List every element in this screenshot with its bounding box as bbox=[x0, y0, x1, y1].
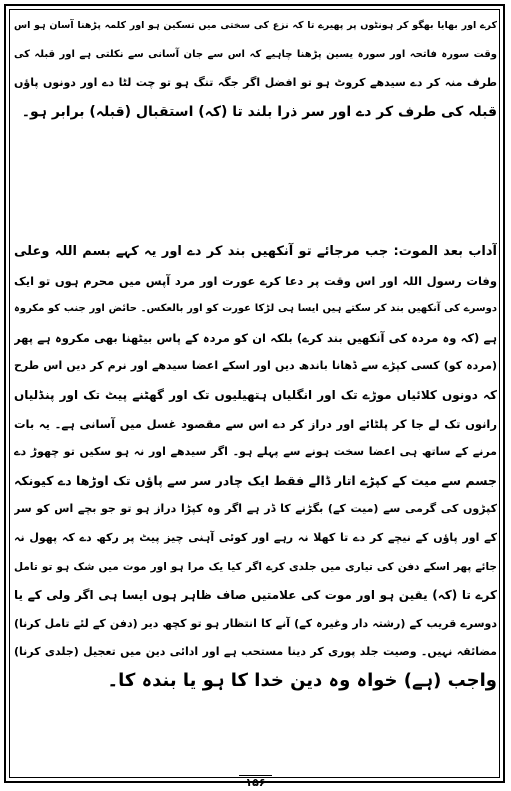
text-line: وفات رسول اللہ اور اس وقت پر دعا کرے عورت اور مرد آپس میں محرم ہوں تو ایک bbox=[14, 273, 497, 288]
text-line: رانوں تک لے جا کر پلٹائے اور دراز کر دے اس سے مقصود غسل میں آسانی ہے۔ یہ بات bbox=[14, 416, 497, 431]
text-line: وقت سورہ فاتحہ اور سورہ یسین پڑھنا چاہیے کہ اس سے جان آسانی سے نکلتی ہے اور قبلہ کی bbox=[14, 48, 497, 60]
text-line: واجب (ہے) خواہ وہ دین خدا کا ہو یا بندہ کا۔ bbox=[107, 669, 497, 691]
text-line: دوسرے قریب کے (رشتہ دار وغیرہ کے) آنے کا انتظار ہو تو کچھ دیر (دفن کے لئے تامل کرنا) bbox=[14, 616, 497, 630]
text-line: (مردہ کو) کسی کپڑے سے ڈھانا باندھ دیں اور اسکے اعضا سیدھے اور نرم کر دیں اس طرح bbox=[14, 359, 497, 373]
text-line: مرنے کے ساتھ ہی اعضا سخت ہونے سے پہلے ہو۔ اگر سیدھے اور نہ ہو سکیں تو چھوڑ دے bbox=[14, 445, 497, 459]
paragraph-after-death-etiquette bbox=[14, 238, 497, 696]
text-line: کے اور پاؤں کے نیچے کر دے تا کھلا نہ رہے اور کوئی آہنی چیز پیٹ پر رکھ دے کہ پھول نہ bbox=[14, 530, 497, 544]
section-heading-line: آداب بعد الموت: جب مرجائے تو آنکھیں بند کر دے اور یہ کہے بسم اللہ وعلی bbox=[14, 244, 497, 259]
text-line: جسم سے میت کے کپڑے اتار ڈالے فقط ایک چادر سر سے پاؤں تک اوڑھا دے کیونکہ bbox=[14, 472, 497, 488]
text-line: کپڑوں کی گرمی سے (میت کے) بگڑنے کا ڈر ہے اگر وہ کپڑا دراز ہو تو جو بچے اس کو سر bbox=[14, 502, 497, 516]
text-line: کرے اور بھایا بھگو کر ہونٹوں پر پھیرے تا کہ نزع کی سختی میں تسکین ہو اور کلمہ پڑھنا آسان ہو اس bbox=[14, 20, 497, 31]
paragraph-dying-etiquette bbox=[14, 12, 497, 126]
text-line: کہ دونوں کلائیاں موڑے تک اور انگلیاں ہتھیلیوں تک اور گھٹنے پیٹ تک اور پنڈلیاں bbox=[14, 387, 497, 402]
text-line: کرے تا (کہ) یقین ہو اور موت کی علامتیں صاف ظاہر ہوں ایسا ہی اگر ولی کے یا bbox=[14, 588, 497, 603]
text-line: دوسرے کی آنکھیں بند کر سکتے ہیں ایسا ہی لڑکا عورت کو اور بالعکس۔ حائض اور جنب کو مکروہ bbox=[14, 303, 497, 315]
text-line: مضائقہ نہیں۔ وصیت جلد پوری کر دینا مستحب ہے اور ادائی دین میں تعجیل (جلدی کرنا) bbox=[14, 645, 497, 659]
text-line: جائے پھر اسکے دفن کی تیاری میں جلدی کرے اگر کیا یک مرا ہو اور موت میں شک ہو تو تامل bbox=[14, 560, 497, 573]
text-line: قبلہ کی طرف کر دے اور سر ذرا بلند تا (کہ) استقبال (قبلہ) برابر ہو۔ bbox=[21, 103, 497, 120]
page-number-label: ۱۵۶ bbox=[239, 775, 271, 789]
text-line: ہے (کہ وہ مردہ کی آنکھیں بند کرے) بلکہ ان کو مردہ کے پاس بیٹھنا بھی مکروہ ہے پھر bbox=[14, 330, 497, 345]
page-number bbox=[0, 776, 511, 789]
text-line: طرف منہ کر دے سیدھے کروٹ ہو تو افضل اگر جگہ تنگ ہو تو چت لٹا دے اور دونوں پاؤں bbox=[14, 76, 497, 90]
